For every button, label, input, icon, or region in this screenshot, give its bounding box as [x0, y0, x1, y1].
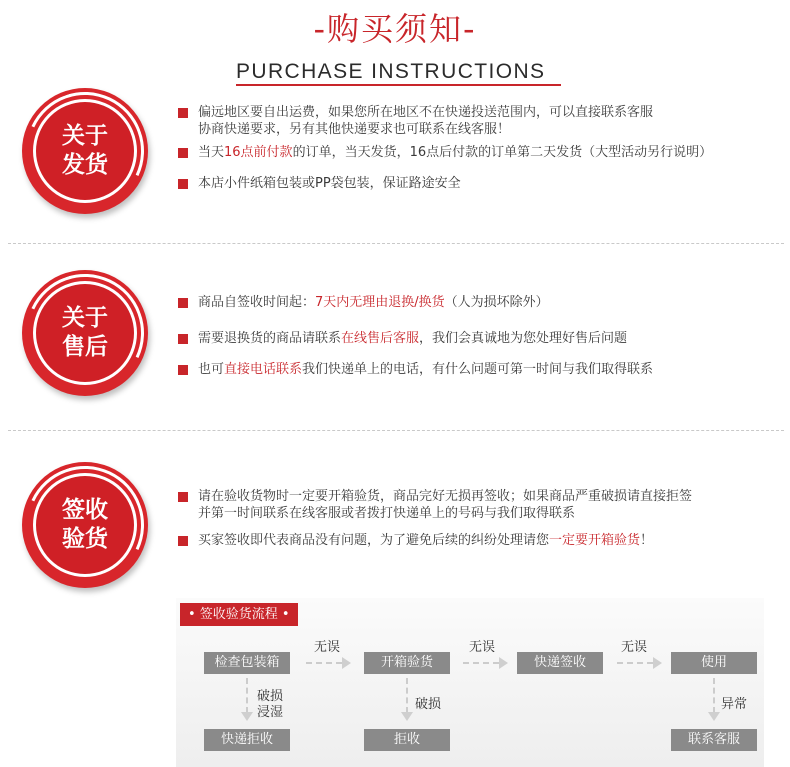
- arrow-down-icon: [401, 712, 413, 721]
- flow-label-ok: 无误: [469, 640, 496, 655]
- flow-step-use: 使用: [671, 652, 757, 674]
- inspection-flow-title: • 签收验货流程 •: [180, 603, 298, 626]
- flow-connector: [713, 678, 715, 713]
- flow-label-wet: 浸湿: [257, 705, 284, 720]
- flow-connector: [406, 678, 408, 713]
- flow-outcome-reject: 拒收: [364, 729, 450, 751]
- flow-connector: [306, 662, 342, 664]
- aftersales-badge-line1: 关于: [62, 305, 108, 331]
- bullet-square: [178, 334, 188, 344]
- section-divider: [8, 430, 784, 431]
- aftersales-badge: [22, 270, 148, 396]
- flow-connector: [463, 662, 499, 664]
- flow-label-damaged: 破损: [415, 697, 442, 712]
- flow-step-open-box: 开箱验货: [364, 652, 450, 674]
- flow-step-check-box: 检查包装箱: [204, 652, 290, 674]
- arrow-right-icon: [499, 657, 508, 669]
- flow-label-ok: 无误: [621, 640, 648, 655]
- arrow-right-icon: [653, 657, 662, 669]
- inspection-badge: [22, 462, 148, 588]
- flow-label-ok: 无误: [314, 640, 341, 655]
- inspection-badge-line1: 签收: [62, 497, 108, 523]
- bullet-square: [178, 365, 188, 375]
- arrow-down-icon: [708, 712, 720, 721]
- bullet-square: [178, 492, 188, 502]
- page-subtitle: PURCHASE INSTRUCTIONS: [236, 60, 546, 83]
- bullet-square: [178, 536, 188, 546]
- shipping-badge-line1: 关于: [62, 123, 108, 149]
- title-underline: [236, 84, 561, 86]
- flow-outcome-courier-reject: 快递拒收: [204, 729, 290, 751]
- bullet-square: [178, 108, 188, 118]
- bullet-square: [178, 298, 188, 308]
- flow-connector: [246, 678, 248, 713]
- flow-step-sign: 快递签收: [517, 652, 603, 674]
- flow-outcome-contact-service: 联系客服: [671, 729, 757, 751]
- aftersales-badge-line2: 售后: [62, 334, 108, 360]
- bullet-square: [178, 179, 188, 189]
- arrow-down-icon: [241, 712, 253, 721]
- flow-label-damaged: 破损: [257, 689, 284, 704]
- flow-connector: [617, 662, 653, 664]
- section-divider: [8, 243, 784, 244]
- shipping-badge: [22, 88, 148, 214]
- flow-label-abnormal: 异常: [721, 697, 748, 712]
- inspection-badge-line2: 验货: [62, 526, 108, 552]
- page-title: -购买须知-: [313, 10, 477, 48]
- shipping-badge-line2: 发货: [62, 152, 108, 178]
- bullet-square: [178, 148, 188, 158]
- arrow-right-icon: [342, 657, 351, 669]
